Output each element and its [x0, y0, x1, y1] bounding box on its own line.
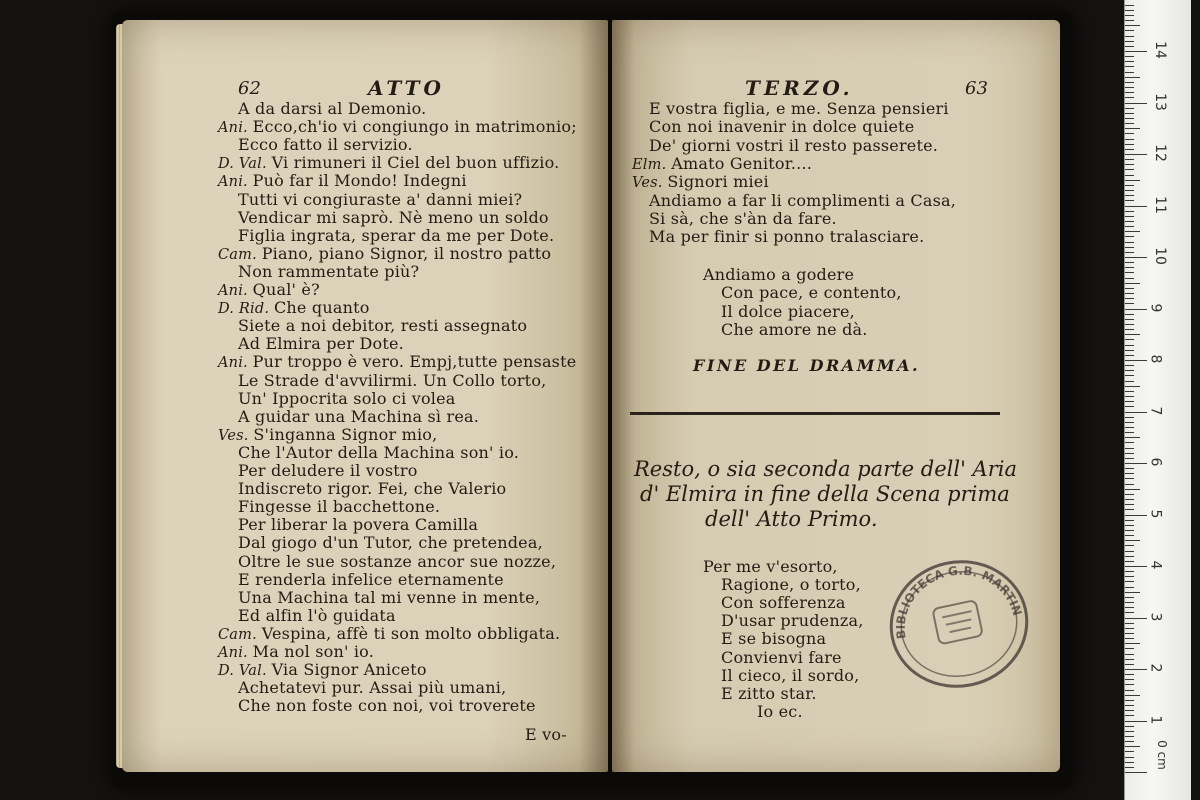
ruler-number: 13	[1151, 92, 1168, 111]
ruler-tick	[1125, 515, 1147, 516]
text-line	[238, 390, 456, 408]
ruler-tick	[1125, 612, 1134, 613]
speaker-label: Ani.	[218, 645, 253, 661]
measurement-ruler	[1124, 0, 1191, 800]
speaker-label: Ani.	[218, 120, 253, 137]
ruler-number: 3	[1147, 612, 1164, 621]
ruler-tick	[1125, 525, 1134, 526]
text-line	[238, 553, 556, 571]
ruler-tick	[1125, 633, 1134, 634]
ruler-tick	[1125, 684, 1134, 685]
ruler-tick	[1125, 324, 1134, 325]
line-text: Via Signor Aniceto	[271, 660, 427, 680]
line-text: Ma nol son' io.	[252, 642, 375, 661]
ruler-tick	[1125, 468, 1134, 469]
speaker-label: Ves.	[632, 175, 668, 192]
ruler-tick	[1125, 381, 1134, 382]
ruler-tick	[1125, 103, 1147, 104]
ruler-tick	[1125, 278, 1134, 279]
ruler-tick	[1125, 360, 1147, 361]
line-text: Ecco,ch'io vi congiungo in matrimonio;	[252, 117, 577, 137]
ruler-tick	[1125, 463, 1147, 464]
ruler-tick	[1125, 108, 1134, 109]
ruler-tick	[1125, 118, 1134, 119]
line-text: Signori miei	[667, 172, 769, 192]
fine-del-dramma: FINE DEL DRAMMA.	[693, 356, 921, 375]
speaker-label: Ani.	[218, 283, 253, 299]
text-line	[649, 192, 956, 210]
ruler-tick	[1125, 293, 1134, 294]
ruler-tick	[1125, 252, 1134, 253]
ruler-tick	[1125, 715, 1134, 716]
text-line	[649, 118, 914, 136]
ruler-tick	[1125, 772, 1147, 773]
ruler-tick	[1125, 267, 1134, 268]
speaker-label: Elm.	[632, 156, 672, 173]
ruler-tick	[1125, 520, 1134, 521]
ruler-tick	[1125, 236, 1134, 237]
ruler-tick	[1125, 453, 1134, 454]
ruler-tick	[1125, 190, 1134, 191]
ruler-tick	[1125, 489, 1140, 490]
line-text: Che l'Autor della Machina son' io.	[238, 442, 520, 462]
ruler-tick	[1125, 169, 1134, 170]
right-running-head: TERZO.	[745, 76, 854, 100]
line-text: Indiscreto rigor. Fei, che Valerio	[238, 479, 507, 499]
line-text: Le Strade d'avvilirmi. Un Collo torto,	[238, 370, 547, 390]
ruler-tick	[1125, 221, 1134, 222]
ruler-tick	[1125, 401, 1134, 402]
ruler-tick	[1125, 499, 1134, 500]
ruler-tick	[1125, 272, 1134, 273]
aria-line: Il cieco, il sordo,	[721, 665, 860, 685]
ruler-tick	[1125, 654, 1134, 655]
ruler-number: 11	[1151, 195, 1168, 214]
ruler-unit-label: 0 cm	[1154, 740, 1169, 770]
line-text: Per deludere il vostro	[238, 461, 418, 480]
chorus-line: Con pace, e contento,	[721, 283, 902, 303]
text-line	[649, 228, 924, 246]
ruler-number: 1	[1147, 715, 1164, 724]
aria-line: E se bisogna	[721, 629, 827, 649]
ruler-tick	[1125, 566, 1147, 567]
line-text: Non rammentate più?	[238, 261, 420, 281]
ruler-tick	[1125, 757, 1134, 758]
ruler-tick	[1125, 339, 1134, 340]
ruler-tick	[1125, 15, 1134, 16]
line-text: Ma per finir si ponno tralasciare.	[649, 227, 925, 247]
ruler-tick	[1125, 556, 1134, 557]
ruler-tick	[1125, 731, 1134, 732]
ruler-tick	[1125, 437, 1140, 438]
ruler-tick	[1125, 329, 1134, 330]
line-text: De' giorni vostri il resto passerete.	[649, 135, 939, 155]
ruler-tick	[1125, 669, 1147, 670]
ruler-tick	[1125, 30, 1134, 31]
ruler-tick	[1125, 149, 1134, 150]
ruler-tick	[1125, 705, 1134, 706]
line-text: Può far il Mondo! Indegni	[252, 171, 467, 191]
ruler-tick	[1125, 97, 1134, 98]
ruler-tick	[1125, 41, 1134, 42]
ruler-tick	[1125, 51, 1147, 52]
ruler-tick	[1125, 375, 1134, 376]
text-line	[238, 317, 527, 335]
ruler-tick	[1125, 20, 1134, 21]
ruler-tick	[1125, 406, 1134, 407]
ruler-tick	[1125, 597, 1134, 598]
left-running-head: ATTO	[368, 76, 445, 100]
ruler-tick	[1125, 128, 1140, 129]
ruler-tick	[1125, 231, 1140, 232]
ruler-tick	[1125, 767, 1134, 768]
chorus-line: Che amore ne dà.	[721, 319, 868, 339]
ruler-number: 4	[1147, 560, 1164, 570]
right-page-number: 63	[965, 78, 988, 99]
ruler-tick	[1125, 551, 1134, 552]
line-text: Piano, piano Signor, il nostro patto	[261, 243, 552, 263]
ruler-tick	[1125, 607, 1134, 608]
ruler-tick	[1125, 581, 1134, 582]
ruler-tick	[1125, 509, 1134, 510]
line-text: Un' Ippocrita solo ci volea	[238, 388, 456, 408]
ruler-tick	[1125, 247, 1134, 248]
text-line	[649, 137, 938, 155]
ruler-tick	[1125, 561, 1134, 562]
ruler-tick	[1125, 10, 1134, 11]
ruler-number: 12	[1151, 144, 1168, 162]
ruler-tick	[1125, 690, 1134, 691]
ruler-tick	[1125, 751, 1134, 752]
ruler-tick	[1125, 442, 1134, 443]
ruler-tick	[1125, 587, 1134, 588]
line-text: E renderla infelice eternamente	[238, 569, 504, 589]
line-text: Andiamo a far li complimenti a Casa,	[649, 190, 957, 210]
ruler-tick	[1125, 484, 1134, 485]
text-line	[238, 498, 440, 516]
line-text: Amato Genitor....	[671, 153, 812, 173]
ruler-tick	[1125, 25, 1140, 26]
ruler-tick	[1125, 412, 1147, 413]
ruler-tick	[1125, 535, 1134, 536]
ruler-tick	[1125, 422, 1134, 423]
text-line	[238, 335, 404, 353]
aria-line: Convienvi fare	[721, 647, 842, 667]
line-text: Pur troppo è vero. Empj,tutte pensaste	[252, 352, 577, 372]
ruler-tick	[1125, 638, 1134, 639]
ruler-tick	[1125, 159, 1134, 160]
text-line	[238, 516, 478, 534]
text-line	[238, 444, 519, 462]
line-text: Qual' è?	[252, 280, 320, 299]
line-text: Ad Elmira per Dote.	[238, 334, 404, 354]
text-line	[238, 534, 543, 552]
line-text: Siete a noi debitor, resti assegnato	[238, 316, 528, 336]
ruler-tick	[1125, 458, 1134, 459]
ruler-tick	[1125, 365, 1134, 366]
line-text: Vi rimuneri il Ciel del buon uffizio.	[271, 153, 560, 173]
ruler-tick	[1125, 370, 1134, 371]
ruler-tick	[1125, 211, 1134, 212]
ruler-tick	[1125, 303, 1134, 304]
line-text: Fingesse il bacchettone.	[238, 497, 441, 517]
ruler-tick	[1125, 396, 1134, 397]
speaker-label: Ves.	[218, 427, 254, 444]
line-text: Una Machina tal mi venne in mente,	[238, 587, 541, 607]
stamp-text: BIBLIOTECA G.B. MARTINI	[893, 563, 1025, 640]
ruler-tick	[1125, 262, 1134, 263]
line-text: Ed alfin l'ò guidata	[238, 605, 396, 625]
text-line	[238, 209, 549, 227]
text-line	[238, 697, 536, 715]
line-text: Si sà, che s'àn da fare.	[649, 208, 837, 228]
ruler-tick	[1125, 164, 1134, 165]
ruler-number: 5	[1147, 509, 1164, 518]
aria-line: Ragione, o torto,	[721, 575, 861, 595]
ruler-tick	[1125, 618, 1147, 619]
ruler-tick	[1125, 56, 1134, 57]
ruler-tick	[1125, 648, 1134, 649]
text-line	[238, 607, 396, 625]
text-line	[238, 372, 546, 390]
ruler-number: 6	[1147, 457, 1164, 467]
speaker-label: Cam.	[218, 626, 262, 643]
ruler-number: 9	[1147, 303, 1164, 312]
line-text: Achetatevi pur. Assai più umani,	[238, 678, 507, 698]
ruler-tick	[1125, 746, 1140, 747]
ruler-tick	[1125, 736, 1134, 737]
catchword: E vo-	[525, 725, 567, 744]
ruler-tick	[1125, 504, 1134, 505]
aria-line: E zitto star.	[721, 683, 817, 703]
ruler-tick	[1125, 448, 1134, 449]
chorus-line: Andiamo a godere	[703, 265, 855, 284]
ruler-tick	[1125, 494, 1134, 495]
ruler-tick	[1125, 679, 1134, 680]
ruler-tick	[1125, 298, 1134, 299]
line-text: Con noi inavenir in dolce quiete	[649, 117, 915, 137]
text-line	[632, 173, 769, 192]
ruler-tick	[1125, 700, 1134, 701]
text-line	[238, 408, 479, 426]
ruler-number: 2	[1147, 663, 1164, 673]
ruler-tick	[1125, 478, 1134, 479]
text-line	[238, 100, 426, 118]
ruler-tick	[1125, 283, 1140, 284]
ruler-tick	[1125, 77, 1140, 78]
ruler-number: 7	[1147, 406, 1164, 415]
ruler-tick	[1125, 82, 1134, 83]
ruler-tick	[1125, 319, 1134, 320]
ruler-tick	[1125, 72, 1134, 73]
ruler-tick	[1125, 386, 1140, 387]
text-line	[238, 227, 554, 245]
ruler-tick	[1125, 314, 1134, 315]
aria-title-line: d' Elmira in fine della Scena prima	[640, 482, 1010, 506]
ruler-tick	[1125, 391, 1134, 392]
ruler-tick	[1125, 87, 1134, 88]
text-line	[238, 589, 540, 607]
line-text: Ecco fatto il servizio.	[238, 135, 413, 155]
ruler-tick	[1125, 154, 1147, 155]
ruler-tick	[1125, 571, 1134, 572]
ruler-tick	[1125, 257, 1147, 258]
ruler-number: 14	[1151, 41, 1168, 59]
ruler-tick	[1125, 545, 1134, 546]
aria-title-line: Resto, o sia seconda parte dell' Aria	[634, 457, 1017, 481]
speaker-label: Cam.	[218, 246, 262, 263]
speaker-label: D. Val.	[218, 156, 272, 173]
text-line	[238, 462, 418, 480]
text-line	[238, 679, 506, 697]
ruler-tick	[1125, 355, 1134, 356]
text-line	[649, 100, 949, 118]
ruler-tick	[1125, 288, 1134, 289]
ruler-tick	[1125, 762, 1134, 763]
ruler-tick	[1125, 144, 1134, 145]
ruler-tick	[1125, 185, 1134, 186]
aria-line: Con sofferenza	[721, 593, 846, 613]
ruler-tick	[1125, 540, 1140, 541]
left-page-number: 62	[238, 78, 261, 99]
line-text: A guidar una Machina sì rea.	[238, 406, 480, 426]
ruler-tick	[1125, 334, 1140, 335]
aria-line: Per me v'esorto,	[703, 557, 838, 576]
ruler-tick	[1125, 695, 1140, 696]
ruler-tick	[1125, 664, 1134, 665]
ruler-tick	[1125, 46, 1134, 47]
ruler-tick	[1125, 350, 1134, 351]
ruler-tick	[1125, 206, 1147, 207]
ruler-tick	[1125, 530, 1134, 531]
ruler-tick	[1125, 427, 1134, 428]
ruler-tick	[1125, 628, 1134, 629]
ruler-tick	[1125, 200, 1134, 201]
line-text: Che quanto	[273, 298, 370, 318]
line-text: S'inganna Signor mio,	[253, 424, 438, 444]
ruler-tick	[1125, 623, 1134, 624]
ruler-tick	[1125, 66, 1134, 67]
line-text: Tutti vi congiuraste a' danni miei?	[238, 189, 523, 209]
text-line	[238, 136, 413, 154]
section-rule	[630, 412, 1000, 415]
chorus-line: Il dolce piacere,	[721, 301, 855, 321]
text-line	[238, 191, 522, 209]
line-text: Dal giogo d'un Tutor, che pretendea,	[238, 533, 543, 553]
ruler-tick	[1125, 345, 1134, 346]
line-text: Oltre le sue sostanze ancor sue nozze,	[238, 551, 557, 571]
ruler-tick	[1125, 36, 1134, 37]
ruler-tick	[1125, 602, 1134, 603]
ruler-tick	[1125, 592, 1140, 593]
library-stamp	[884, 552, 1034, 692]
ruler-tick	[1125, 175, 1134, 176]
ruler-number: 8	[1147, 354, 1164, 364]
ruler-tick	[1125, 242, 1134, 243]
ruler-tick	[1125, 643, 1140, 644]
line-text: E vostra figlia, e me. Senza pensieri	[649, 99, 949, 118]
ruler-tick	[1125, 61, 1134, 62]
ruler-tick	[1125, 123, 1134, 124]
text-line	[238, 571, 504, 589]
text-line	[238, 263, 419, 281]
speaker-label: D. Val.	[218, 663, 272, 680]
ruler-tick	[1125, 309, 1147, 310]
ruler-tick	[1125, 726, 1134, 727]
ruler-tick	[1125, 432, 1134, 433]
line-text: Vespina, affè ti son molto obbligata.	[261, 623, 561, 643]
ruler-tick	[1125, 576, 1134, 577]
ruler-tick	[1125, 180, 1140, 181]
ruler-tick	[1125, 417, 1134, 418]
ruler-tick	[1125, 710, 1134, 711]
line-text: A da darsi al Demonio.	[238, 99, 427, 118]
ruler-tick	[1125, 659, 1134, 660]
ruler-tick	[1125, 5, 1134, 6]
line-text: Che non foste con noi, voi troverete	[238, 696, 536, 716]
text-line	[238, 480, 506, 498]
ruler-tick	[1125, 674, 1134, 675]
ruler-tick	[1125, 721, 1147, 722]
speaker-label: Ani.	[218, 174, 253, 191]
aria-title-line: dell' Atto Primo.	[705, 507, 878, 531]
line-text: Vendicar mi saprò. Nè meno un soldo	[238, 207, 549, 227]
text-line	[632, 155, 812, 174]
ruler-tick	[1125, 216, 1134, 217]
ruler-tick	[1125, 133, 1134, 134]
ruler-tick	[1125, 226, 1134, 227]
ruler-number: 10	[1151, 247, 1168, 265]
text-line	[649, 210, 837, 228]
aria-line: Io ec.	[757, 701, 803, 721]
aria-line: D'usar prudenza,	[721, 611, 864, 631]
ruler-tick	[1125, 92, 1134, 93]
line-text: Figlia ingrata, sperar da me per Dote.	[238, 225, 555, 245]
speaker-label: Ani.	[218, 355, 253, 372]
line-text: Per liberar la povera Camilla	[238, 515, 479, 535]
ruler-tick	[1125, 741, 1134, 742]
ruler-tick	[1125, 113, 1134, 114]
ruler-tick	[1125, 139, 1134, 140]
ruler-tick	[1125, 473, 1134, 474]
speaker-label: D. Rid.	[218, 301, 274, 318]
ruler-tick	[1125, 195, 1134, 196]
